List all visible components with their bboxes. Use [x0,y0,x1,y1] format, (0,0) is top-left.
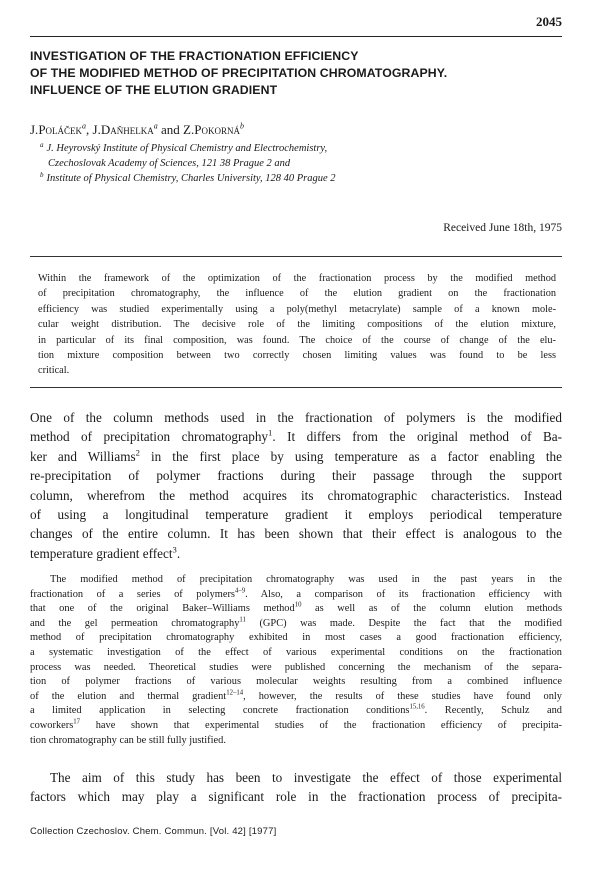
text-line: fractionation of a series of polymers$^{4-9}$. Also, a comparison of its fractionation efficiency with [30,587,563,600]
affiliations [40,141,336,186]
text-line: of the elution and thermal gradient$^{12-14}$, however, the results of these studies have found only [30,689,562,702]
citation: 11 [239,616,246,624]
abstract-line: Within the framework of the optimization of the fractionation process by the modified method [38,273,556,284]
author-conjunction: and [161,122,180,137]
affiliation-text: J. Heyrovský Institute of Physical Chemistry and Electrochemistry, [46,143,328,154]
text-line: tion chromatography can be still fully justified. [30,734,226,746]
abstract-line: tion mixture composition between two correctly chosen limiting values was found to be less [38,350,556,362]
affiliation-line [40,171,336,186]
citation: 15,16 [409,703,425,711]
text-line: method of precipitation chromatography$^1$. It differs from the original method of Ba- [30,428,562,445]
text-line: process was needed. Theoretical studies were published concerning the mechanism of the separa- [30,661,562,673]
title-line: INFLUENCE OF THE ELUTION GRADIENT [30,83,278,97]
author-list: J.Poláček$^a$, J.Daňhelka$^a$ and Z.Pokorná$^b$ [30,121,244,137]
author-name: Pokorná [194,122,240,137]
affiliation-line: Czechoslovak Academy of Sciences, 121 38 Prague 2 and [48,158,291,169]
journal-footer: Collection Czechoslov. Chem. Commun. [Vol. 42] [1977] [30,826,277,837]
text-line: that one of the original Baker–Williams method$^{10}$ as well as of the column elution methods [30,601,562,615]
affiliation-line [40,141,336,156]
text-line: The modified method of precipitation chromatography was used in the past years in the [50,574,562,585]
author-affil-mark: a [82,121,87,131]
text-line: re-precipitation of polymer fractions during their passage through the support [30,468,562,484]
abstract-line: critical. [38,365,70,377]
abstract-line: in particular of its final composition, was found. The choice of the course of change of the elu- [38,334,556,346]
abstract-line: efficiency was studied experimentally using a poly(methyl metacrylate) sample of a known mole- [38,303,556,315]
text-line: a limited application in selecting concrete fractionation conditions$^{15,16}$. Recently, Schulz and [30,703,562,717]
citation: 17 [73,718,81,726]
author-affil-mark: a [153,121,158,131]
affil-mark: a [40,140,44,149]
abstract-line: of precipitation chromatography, the influence of the elution gradient on the fractionation [38,288,556,300]
citation: 3 [172,544,177,555]
author-name: Daňhelka [100,122,154,137]
body-paragraph-2 [30,573,562,748]
text-line: of using a longitudinal temperature gradient it employs periodical temperature [30,507,562,523]
received-date: Received June 18th, 1975 [443,222,562,234]
author-affil-mark: b [239,121,244,131]
author-initial: J. [30,122,39,137]
affiliation-text: Institute of Physical Chemistry, Charles University, 128 40 Prague 2 [46,173,336,184]
text-line: The aim of this study has been to investigate the effect of those experimental [50,770,562,785]
text-line: changes of the entire column. It has been shown that their effect is analogous to the [30,526,562,542]
affil-mark: b [40,170,44,179]
citation: 12–14 [226,689,244,697]
title-line: OF THE MODIFIED METHOD OF PRECIPITATION CHROMATOGRAPHY. [30,66,448,80]
citation: 4–9 [234,587,246,595]
title-line: INVESTIGATION OF THE FRACTIONATION EFFICIENCY [30,49,359,63]
citation: 10 [294,601,302,609]
text-line: One of the column methods used in the fractionation of polymers is the modified [30,410,562,425]
text-line: factors which may play a significant role in the fractionation process of precipita- [30,789,562,805]
text-line: method of precipitation chromatography exhibited in most cases a good fractionation efficiency, [30,632,562,644]
author-name: Poláček [38,122,83,137]
body-paragraph-1 [30,408,562,563]
text-line: tion of polymer fractions of various molecular weights resulting from a combined influence [30,676,562,688]
author-initial: Z. [183,122,195,137]
text-line: temperature gradient effect$^3$. [30,544,181,561]
citation: 2 [135,447,140,458]
text-line: and the gel permeation chromatography$^{11}$ (GPC) was made. Despite the fact that the modified [30,616,562,629]
page-number: 2045 [536,14,562,29]
text-line: coworkers$^{17}$ have shown that experimental studies of the fractionation efficiency of precipita- [30,718,562,731]
citation: 1 [268,428,273,439]
text-line: a systematic investigation of the effect of various experimental conditions on the fractionation [30,646,562,658]
body-paragraph-3 [30,768,562,807]
header-rule [30,36,562,37]
article-title [30,48,570,99]
abstract [38,271,556,379]
abstract-line: cular weight distribution. The decisive role of the limiting compositions of the elution mixture, [38,319,556,331]
text-line: ker and Williams$^2$ in the first place by using temperature as a factor enabling the [30,447,562,464]
text-line: column, wherefrom the method acquires its chromatographic characteristics. Instead [30,487,562,503]
author-initial: J. [92,122,101,137]
